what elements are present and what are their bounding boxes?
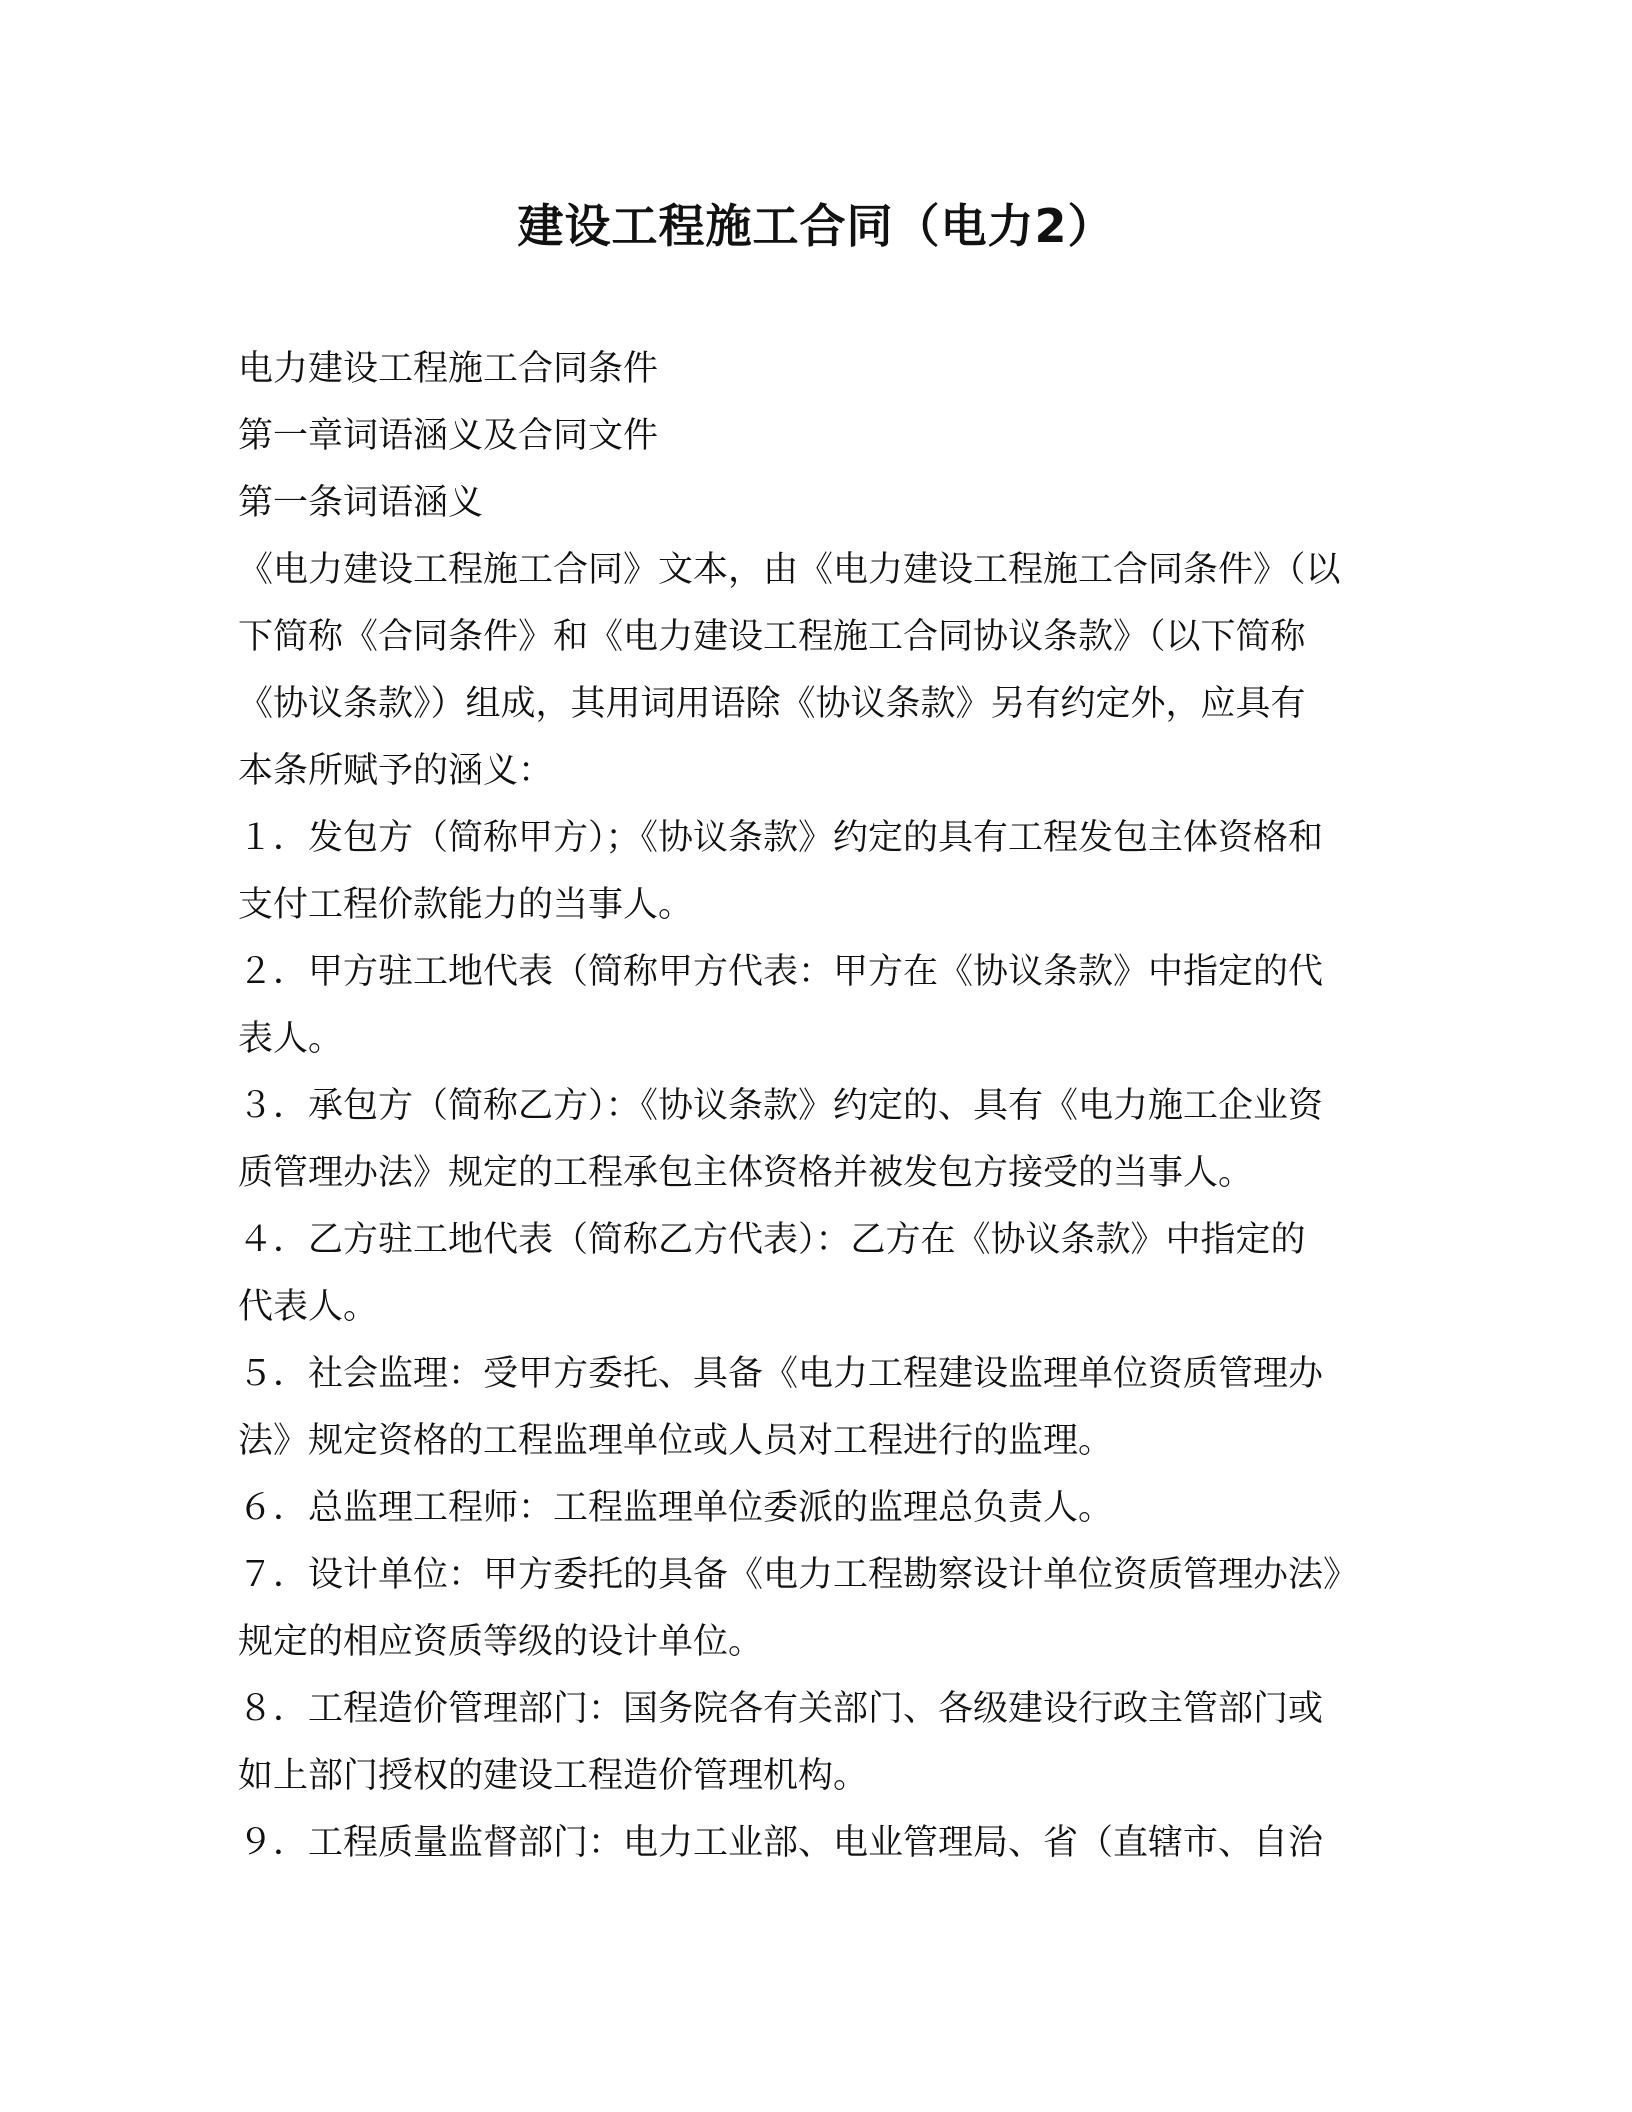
definition-line: ３．承包方（简称乙方）：《协议条款》约定的、具有《电力施工企业资 (238, 1086, 1324, 1126)
paragraph-line: 《电力建设工程施工合同》文本，由《电力建设工程施工合同条件》（以 (238, 550, 1341, 590)
document-body (238, 336, 1388, 1877)
definition-line: 质管理办法》规定的工程承包主体资格并被发包方接受的当事人。 (238, 1153, 1254, 1193)
document-title: 建设工程施工合同（电力2） (517, 199, 1115, 253)
definition-line: ６．总监理工程师：工程监理单位委派的监理总负责人。 (238, 1488, 1114, 1528)
definition-line: ５．社会监理：受甲方委托、具备《电力工程建设监理单位资质管理办 (238, 1354, 1324, 1394)
definition-line: 如上部门授权的建设工程造价管理机构。 (238, 1756, 869, 1796)
paragraph-line: 本条所赋予的涵义： (238, 751, 554, 791)
definition-line: ２．甲方驻工地代表（简称甲方代表：甲方在《协议条款》中指定的代 (238, 952, 1324, 992)
definition-line: ７．设计单位：甲方委托的具备《电力工程勘察设计单位资质管理办法》 (238, 1555, 1359, 1595)
paragraph-line: 《协议条款》）组成，其用词用语除《协议条款》另有约定外，应具有 (238, 684, 1306, 724)
definition-line: 法》规定资格的工程监理单位或人员对工程进行的监理。 (238, 1421, 1114, 1461)
definition-line: ８．工程造价管理部门：国务院各有关部门、各级建设行政主管部门或 (238, 1689, 1324, 1729)
definition-line: 表人。 (238, 1019, 344, 1059)
section-heading: 电力建设工程施工合同条件 (238, 349, 659, 389)
definition-line: ９．工程质量监督部门：电力工业部、电业管理局、省（直辖市、自治 (238, 1823, 1324, 1863)
article-heading: 第一条词语涵义 (238, 483, 484, 523)
definition-line: ４．乙方驻工地代表（简称乙方代表）：乙方在《协议条款》中指定的 (238, 1220, 1306, 1260)
chapter-heading: 第一章词语涵义及合同文件 (238, 416, 659, 456)
definition-line: １．发包方（简称甲方）；《协议条款》约定的具有工程发包主体资格和 (238, 818, 1324, 858)
definition-line: 规定的相应资质等级的设计单位。 (238, 1622, 764, 1662)
paragraph-line: 下简称《合同条件》和《电力建设工程施工合同协议条款》（以下简称 (238, 617, 1306, 657)
definition-line: 代表人。 (238, 1287, 379, 1327)
definition-line: 支付工程价款能力的当事人。 (238, 885, 694, 925)
